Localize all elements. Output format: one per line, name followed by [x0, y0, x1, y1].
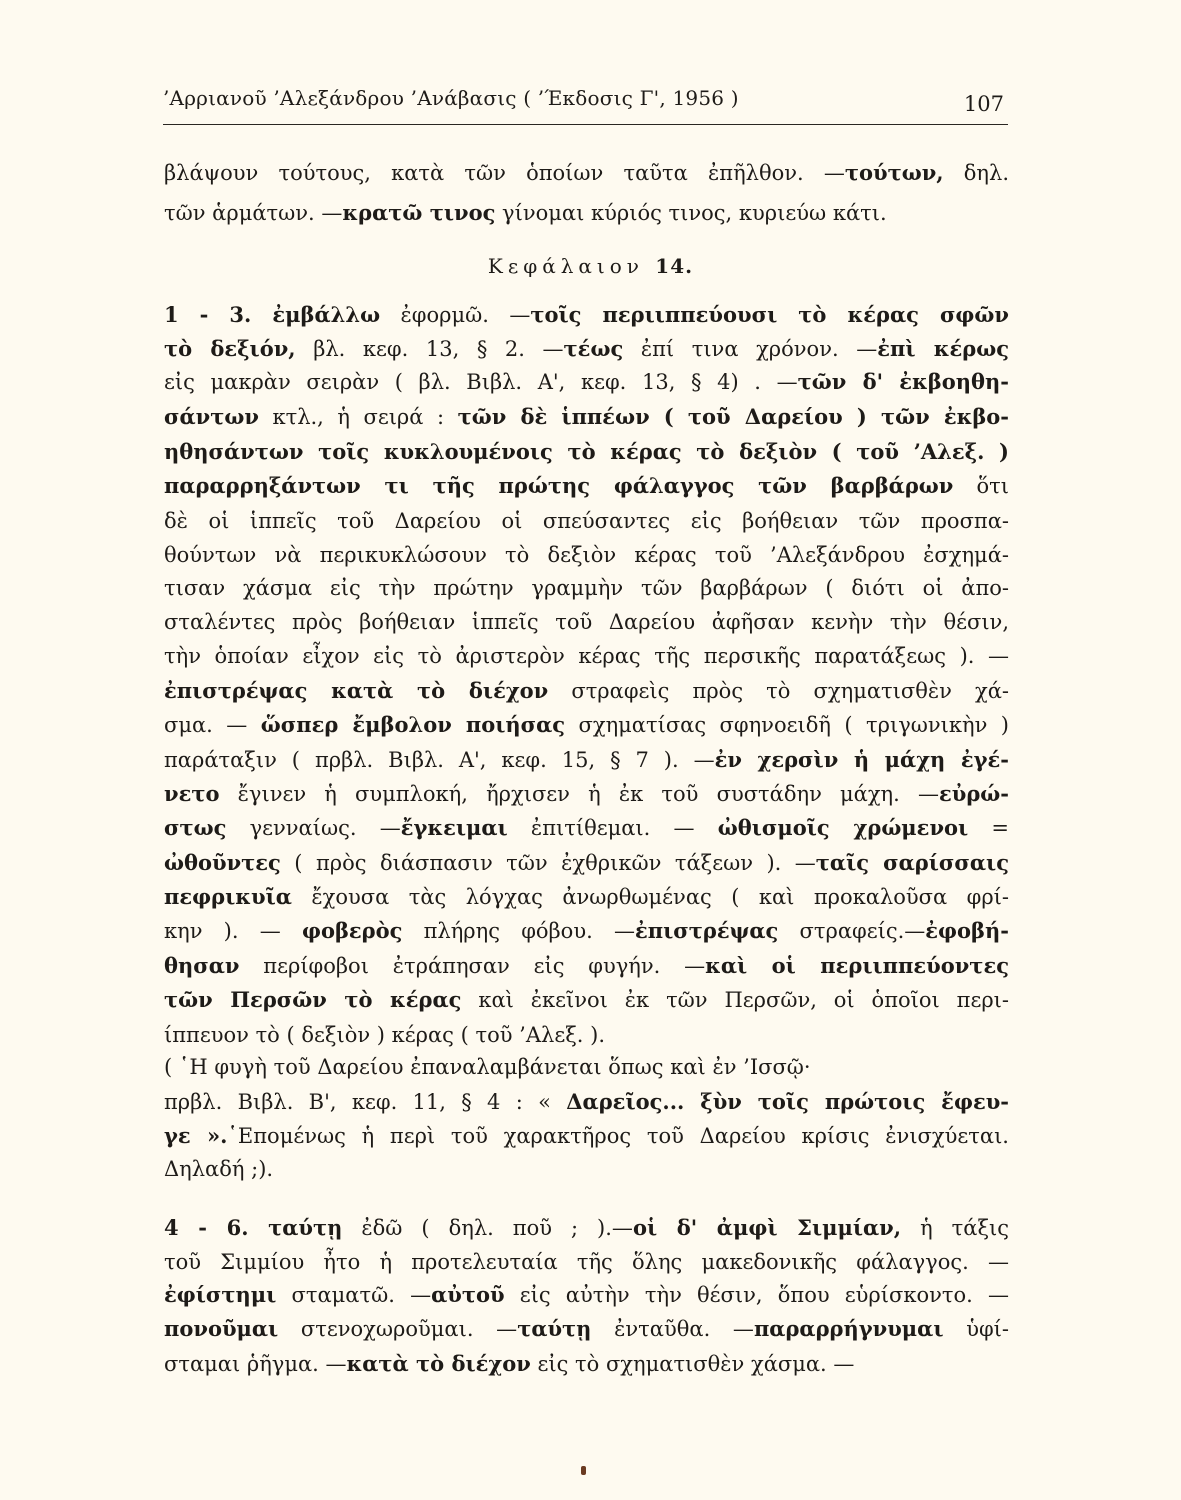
text-run: ( ῾Η φυγὴ τοῦ Δαρείου ἐπαναλαμβάνεται ὅπως καὶ ἐν ’Ισσῷ· — [164, 1055, 811, 1079]
text-run: σταλέντες πρὸς βοήθειαν ἱππεῖς τοῦ Δαρείου ἀφῆσαν κενὴν τὴν θέσιν, — [164, 610, 1009, 634]
text-run: στενοχωροῦμαι. — — [278, 1317, 518, 1341]
text-run: σμα. — — [164, 713, 261, 737]
text-line — [164, 607, 1009, 637]
text-run: γενναίως. — — [226, 816, 401, 840]
text-line — [164, 1121, 1009, 1151]
text-run: πλήρης φόβου. — — [402, 919, 635, 943]
text-line — [164, 916, 1009, 946]
bold-lemma: τῶν δὲ ἱππέων ( τοῦ Δαρείου ) τῶν ἐκβο- — [457, 404, 1009, 429]
bold-lemma: ἐφοβή- — [925, 918, 1009, 943]
text-run: εἰς αὐτὴν τὴν θέσιν, ὅπου εὑρίσκοντο. — — [504, 1283, 1009, 1307]
bold-lemma: ἐπὶ κέρως — [877, 336, 1009, 361]
running-header — [163, 80, 1008, 125]
bold-lemma: ἐπιστρέψας κατὰ τὸ διέχον — [164, 678, 549, 703]
text-run: σταματῶ. — — [276, 1283, 432, 1307]
bold-lemma: 1 - 3. ἐμβάλλω — [164, 302, 381, 327]
text-line — [164, 1213, 1009, 1243]
text-run: ὑφί- — [943, 1317, 1009, 1341]
bold-lemma: τῶν δ' ἐκβοηθη- — [797, 369, 1009, 394]
text-run: στραφεὶς πρὸς τὸ σχηματισθὲν χά- — [548, 679, 1009, 703]
bold-lemma: κατὰ τὸ διέχον — [346, 1351, 531, 1376]
text-line — [164, 710, 1009, 740]
text-run: θούντων νὰ περικυκλώσουν τὸ δεξιὸν κέρας τοῦ ’Αλεξάνδρου ἐσχημά- — [164, 543, 1009, 567]
text-run: ἐφορμῶ. — — [380, 303, 531, 327]
bold-lemma: γε ». — [164, 1123, 228, 1148]
bold-lemma: καὶ οἱ περιιππεύοντες — [705, 953, 1009, 978]
text-line — [164, 1247, 1009, 1277]
text-line — [164, 506, 1009, 536]
text-line — [164, 1314, 1009, 1344]
header-title: ’Αρριανοῦ ’Αλεξάνδρου ’Ανάβασις ( ’Έκδοσις Γ', 1956 ) — [163, 86, 739, 110]
text-run: κτλ., ἡ σειρά : — [258, 405, 458, 429]
bold-lemma: ἐπιστρέψας — [634, 918, 779, 943]
text-line — [164, 848, 1009, 878]
text-run: σταμαι ῥῆγμα. — — [164, 1352, 347, 1376]
bold-lemma: οἱ δ' ἀμφὶ Σιμμίαν, — [632, 1215, 902, 1240]
bold-lemma: παραρρήγνυμαι — [753, 1316, 944, 1341]
bold-lemma: παραρρηξάντων τι τῆς πρώτης φάλαγγος τῶν βαρβάρων — [164, 473, 954, 498]
text-run: = — [968, 816, 1009, 840]
text-run: παράταξιν ( πρβλ. Βιβλ. Α', κεφ. 15, § 7 ). — — [164, 748, 715, 772]
page-number: 107 — [963, 92, 1004, 116]
text-run: περίφοβοι ἐτράπησαν εἰς φυγήν. — — [239, 954, 706, 978]
text-line — [164, 882, 1009, 912]
text-line — [164, 1052, 1009, 1082]
bold-lemma: 4 - 6. ταύτῃ — [164, 1215, 343, 1240]
text-line — [164, 334, 1009, 364]
bold-lemma: στως — [164, 815, 227, 840]
bold-lemma: τῶν Περσῶν τὸ κέρας — [164, 987, 462, 1012]
text-run: ίππευον τὸ ( δεξιὸν ) κέρας ( τοῦ ’Αλεξ. ). — [164, 1023, 605, 1047]
text-line — [164, 745, 1009, 775]
text-run: πρβλ. Βιβλ. Β', κεφ. 11, § 4 : « — [164, 1090, 567, 1114]
text-run: ἔχουσα τὰς λόγχας ἀνωρθωμένας ( καὶ προκαλοῦσα φρί- — [291, 885, 1009, 909]
text-line — [164, 402, 1009, 432]
bold-lemma: τοῖς περιιππεύουσι τὸ κέρας σφῶν — [530, 302, 1009, 327]
text-line — [164, 779, 1009, 809]
text-line — [164, 471, 1009, 501]
chapter-label: Κεφάλαιον — [487, 254, 644, 278]
bold-lemma: ἔγκειμαι — [400, 815, 508, 840]
bold-lemma: πονοῦμαι — [164, 1316, 279, 1341]
bold-lemma: ταύτῃ — [517, 1316, 592, 1341]
text-run: ἐπί τινα χρόνον. — — [623, 337, 878, 361]
text-run: βλάψουν τούτους, κατὰ τῶν ὁποίων ταῦτα ἐπῆλθον. — — [164, 161, 845, 185]
text-run: δὲ οἱ ἱππεῖς τοῦ Δαρείου οἱ σπεύσαντες εἰς βοήθειαν τῶν προσπα- — [164, 509, 1009, 533]
ink-mark — [581, 1466, 586, 1475]
bold-lemma: ηθησάντων τοῖς κυκλουμένοις τὸ κέρας τὸ δεξιὸν ( τοῦ ’Αλεξ. ) — [164, 439, 1009, 464]
text-line — [164, 1349, 1009, 1379]
text-run: βλ. κεφ. 13, § 2. — — [295, 337, 564, 361]
text-run: γίνομαι κύριός τινος, κυριεύω κάτι. — [495, 201, 887, 225]
text-line — [164, 1154, 1009, 1184]
chapter-number: 14. — [655, 254, 694, 278]
text-run: ῾Επομένως ἡ περὶ τοῦ χαρακτῆρος τοῦ Δαρείου κρίσις ἐνισχύεται. — [227, 1124, 1009, 1148]
text-run: ἡ τάξις — [901, 1216, 1009, 1240]
bold-lemma: νετο — [164, 781, 220, 806]
bold-lemma: τούτων, — [844, 160, 944, 185]
bold-lemma: τέως — [563, 336, 624, 361]
text-run: καὶ ἐκεῖνοι ἐκ τῶν Περσῶν, οἱ ὁποῖοι περι- — [461, 988, 1009, 1012]
text-run: δηλ. — [943, 161, 1009, 185]
text-run: σχηματίσας σφηνοειδῆ ( τριγωνικὴν ) — [565, 713, 1009, 737]
text-line — [164, 198, 1009, 228]
text-line — [164, 1020, 1009, 1050]
text-run: στραφείς.— — [778, 919, 926, 943]
text-line — [164, 1280, 1009, 1310]
text-run: ἐδῶ ( δηλ. ποῦ ; ).— — [342, 1216, 633, 1240]
bold-lemma: αὐτοῦ — [431, 1282, 505, 1307]
bold-lemma: ταῖς σαρίσσαις — [815, 850, 1009, 875]
chapter-heading — [0, 254, 1181, 278]
bold-lemma: ὠθοῦντες — [164, 850, 281, 875]
text-run: τῶν ἁρμάτων. — — [164, 201, 343, 225]
bold-lemma: κρατῶ τινος — [342, 200, 496, 225]
text-run: ἐπιτίθεμαι. — — [507, 816, 718, 840]
bold-lemma: θησαν — [164, 953, 240, 978]
text-line — [164, 951, 1009, 981]
bold-lemma: πεφρικυῖα — [164, 884, 292, 909]
bold-lemma: Δαρεῖος... ξὺν τοῖς πρώτοις ἔφευ- — [566, 1089, 1009, 1114]
bold-lemma: φοβερὸς — [301, 918, 403, 943]
text-line — [164, 573, 1009, 603]
bold-lemma: σάντων — [164, 404, 259, 429]
text-line — [164, 813, 1009, 843]
bold-lemma: ὥσπερ ἔμβολον ποιήσας — [260, 712, 566, 737]
text-run: εἰς τὸ σχηματισθὲν χάσμα. — — [530, 1352, 855, 1376]
text-run: ( πρὸς διάσπασιν τῶν ἐχθρικῶν τάξεων ). — — [280, 851, 816, 875]
bold-lemma: ἐφίστημι — [164, 1282, 277, 1307]
text-run: κην ). — — [164, 919, 302, 943]
text-run: ὅτι — [953, 474, 1009, 498]
text-run: τισαν χάσμα εἰς τὴν πρώτην γραμμὴν τῶν βαρβάρων ( διότι οἱ ἀπο- — [164, 576, 1009, 600]
text-run: ἐνταῦθα. — — [591, 1317, 754, 1341]
text-line — [164, 641, 1009, 671]
text-line — [164, 367, 1009, 397]
text-line — [164, 540, 1009, 570]
bold-lemma: ὠθισμοῖς χρώμενοι — [717, 815, 969, 840]
text-line — [164, 676, 1009, 706]
text-line — [164, 985, 1009, 1015]
text-run: Δηλαδή ;). — [164, 1157, 274, 1181]
text-run: τὴν ὁποίαν εἶχον εἰς τὸ ἀριστερὸν κέρας τῆς περσικῆς παρατάξεως ). — — [164, 644, 1009, 668]
text-line — [164, 158, 1009, 188]
bold-lemma: τὸ δεξιόν, — [164, 336, 296, 361]
text-run: τοῦ Σιμμίου ἦτο ἡ προτελευταία τῆς ὅλης μακεδονικῆς φάλαγγος. — — [164, 1250, 1009, 1274]
text-run: εἰς μακρὰν σειρὰν ( βλ. Βιβλ. Α', κεφ. 13, § 4) . — — [164, 370, 798, 394]
bold-lemma: ἐν χερσὶν ἡ μάχη ἐγέ- — [714, 747, 1009, 772]
text-run: ἔγινεν ἡ συμπλοκή, ἤρχισεν ἡ ἐκ τοῦ συστάδην μάχη. — — [219, 782, 939, 806]
text-line — [164, 437, 1009, 467]
bold-lemma: εὐρώ- — [938, 781, 1009, 806]
text-line — [164, 1087, 1009, 1117]
text-line — [164, 300, 1009, 330]
